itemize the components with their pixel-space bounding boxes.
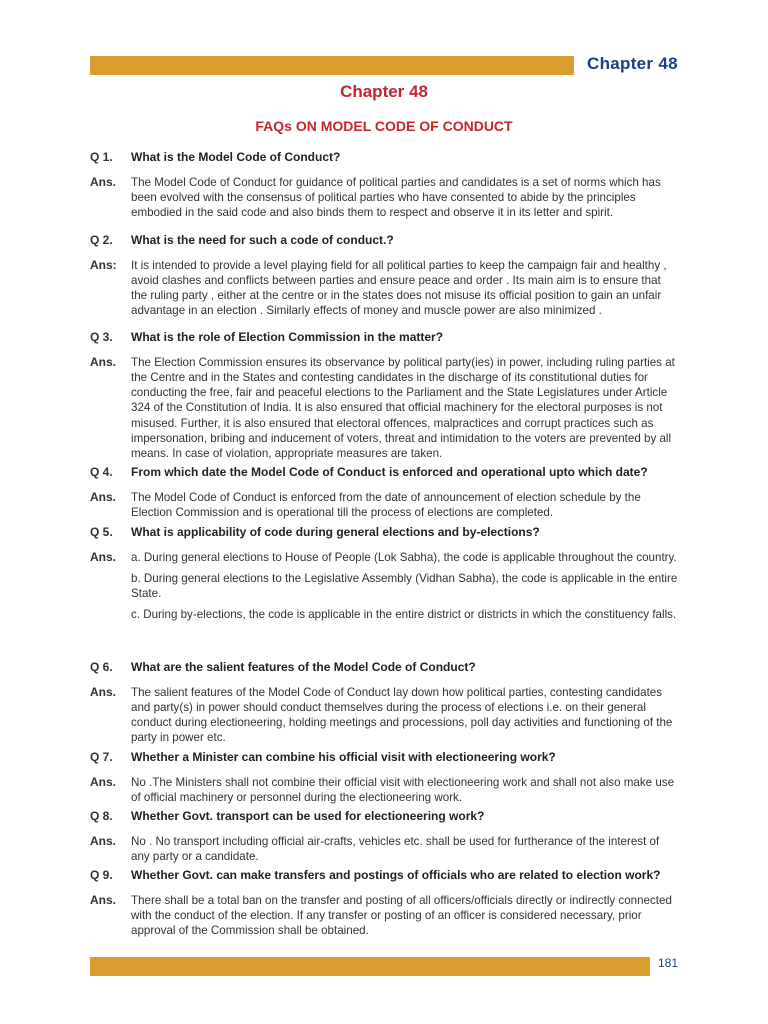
page-number: 181: [658, 956, 679, 970]
question-label: Q 8.: [90, 809, 113, 823]
faq-item-8: [90, 809, 680, 864]
faq-question: [90, 330, 680, 346]
question-label: Q 5.: [90, 525, 113, 539]
question-text: Whether Govt. transport can be used for electioneering work?: [131, 809, 485, 823]
answer-text: a. During general elections to House of People (Lok Sabha), the code is applicable throughout the country.: [131, 550, 677, 564]
question-text: From which date the Model Code of Conduct is enforced and operational upto which date?: [131, 465, 648, 479]
faq-answer: [90, 685, 680, 746]
faq-question: [90, 465, 680, 481]
question-text: What is the role of Election Commission in the matter?: [131, 330, 444, 344]
faq-question: [90, 233, 680, 249]
faq-question: [90, 809, 680, 825]
answer-text: The salient features of the Model Code of Conduct lay down how political parties, contesting candidates and party(s) in power should conduct themselves during the process of elections i.e. on their general conduct during electioneering, holding meetings and processions, poll day activities and functioning of the party in power etc.: [131, 685, 673, 745]
faq-answer: [90, 775, 680, 806]
faq-item-4: [90, 465, 680, 520]
faq-item-2: [90, 233, 680, 319]
question-label: Q 7.: [90, 750, 113, 764]
question-text: Whether Govt. can make transfers and postings of officials who are related to election work?: [131, 868, 661, 882]
faq-item-7: [90, 750, 680, 805]
answer-label: Ans.: [90, 354, 117, 369]
chapter-title: Chapter 48: [340, 82, 428, 101]
footer-rule-bar: [90, 957, 650, 976]
faq-item-1: [90, 150, 680, 220]
answer-label: Ans.: [90, 833, 117, 848]
faq-item-9: [90, 868, 680, 938]
faq-answer: [90, 834, 680, 865]
question-text: What is the Model Code of Conduct?: [131, 150, 341, 164]
question-text: What is applicability of code during general elections and by-elections?: [131, 525, 540, 539]
faq-item-5: [90, 525, 680, 623]
answer-label: Ans:: [90, 257, 117, 272]
question-label: Q 2.: [90, 233, 113, 247]
answer-label: Ans.: [90, 684, 117, 699]
faq-answer: [90, 175, 680, 221]
question-text: What are the salient features of the Model Code of Conduct?: [131, 660, 476, 674]
faq-question: [90, 660, 680, 676]
question-label: Q 1.: [90, 150, 113, 164]
answer-text: No . No transport including official air-crafts, vehicles etc. shall be used for furtherance of the interest of any party or a candidate.: [131, 834, 660, 863]
answer-label: Ans.: [90, 549, 117, 564]
faq-question: [90, 750, 680, 766]
faq-question: [90, 150, 680, 166]
faq-question: [90, 868, 680, 884]
answer-text: b. During general elections to the Legislative Assembly (Vidhan Sabha), the code is applicable in the entire State.: [131, 571, 678, 601]
question-label: Q 6.: [90, 660, 113, 674]
running-header-chapter: Chapter 48: [587, 54, 678, 73]
answer-label: Ans.: [90, 892, 117, 907]
answer-text: c. During by-elections, the code is applicable in the entire district or districts in which the constituency falls.: [131, 608, 677, 622]
faq-answer: [90, 550, 680, 623]
answer-label: Ans.: [90, 174, 117, 189]
faq-answer: [90, 258, 680, 319]
question-text: Whether a Minister can combine his official visit with electioneering work?: [131, 750, 556, 764]
answer-text: The Model Code of Conduct is enforced from the date of announcement of election schedule by the Election Commission and is operational till the process of elections are completed.: [131, 490, 641, 519]
faq-answer: [90, 893, 680, 939]
faq-answer: [90, 490, 680, 521]
faq-item-6: [90, 660, 680, 746]
answer-label: Ans.: [90, 489, 117, 504]
answer-text: The Election Commission ensures its observance by political party(ies) in power, including ruling parties at the Centre and in the States and contesting candidates in the discharge of its constitutional duties for conducting the free, fair and peaceful elections to the Parliament and the State Legislatures under Article 324 of the Constitution of India. It is also ensured that official machinery for the electoral purposes is not misused. Further, it is also ensured that electoral offences, malpractices and corrupt practices such as impersonation, bribing and inducement of voters, threat and intimidation to the voters are prevented by all means. In case of violation, appropriate measures are taken.: [131, 355, 675, 461]
question-label: Q 9.: [90, 868, 113, 882]
faq-answer: [90, 355, 680, 462]
answer-text: There shall be a total ban on the transfer and posting of all officers/officials directly or indirectly connected with the conduct of the election. If any transfer or posting of an officer is considered necessary, prior approval of the Commission shall be obtained.: [131, 893, 672, 938]
header-rule-bar: [90, 56, 574, 75]
question-label: Q 4.: [90, 465, 113, 479]
question-text: What is the need for such a code of conduct.?: [131, 233, 394, 247]
faq-item-3: [90, 330, 680, 462]
answer-text: It is intended to provide a level playing field for all political parties to keep the campaign fair and healthy , avoid clashes and conflicts between parties and ensure peace and order . Its main aim is to ensure that the ruling party , either at the centre or in the states does not misuse its official position to gain an unfair advantage in an election . Similarly effects of money and muscle power are also minimized .: [131, 258, 667, 318]
faq-question: [90, 525, 680, 541]
question-label: Q 3.: [90, 330, 113, 344]
answer-text: No .The Ministers shall not combine their official visit with electioneering work and shall not also make use of official machinery or personnel during the electioneering work.: [131, 775, 675, 804]
answer-label: Ans.: [90, 774, 117, 789]
document-heading: FAQs ON MODEL CODE OF CONDUCT: [255, 118, 513, 134]
answer-text: The Model Code of Conduct for guidance of political parties and candidates is a set of norms which has been evolved with the consensus of political parties who have consented to abide by the principles embodied in the said code and also binds them to respect and observe it in its letter and spirit.: [131, 175, 661, 220]
